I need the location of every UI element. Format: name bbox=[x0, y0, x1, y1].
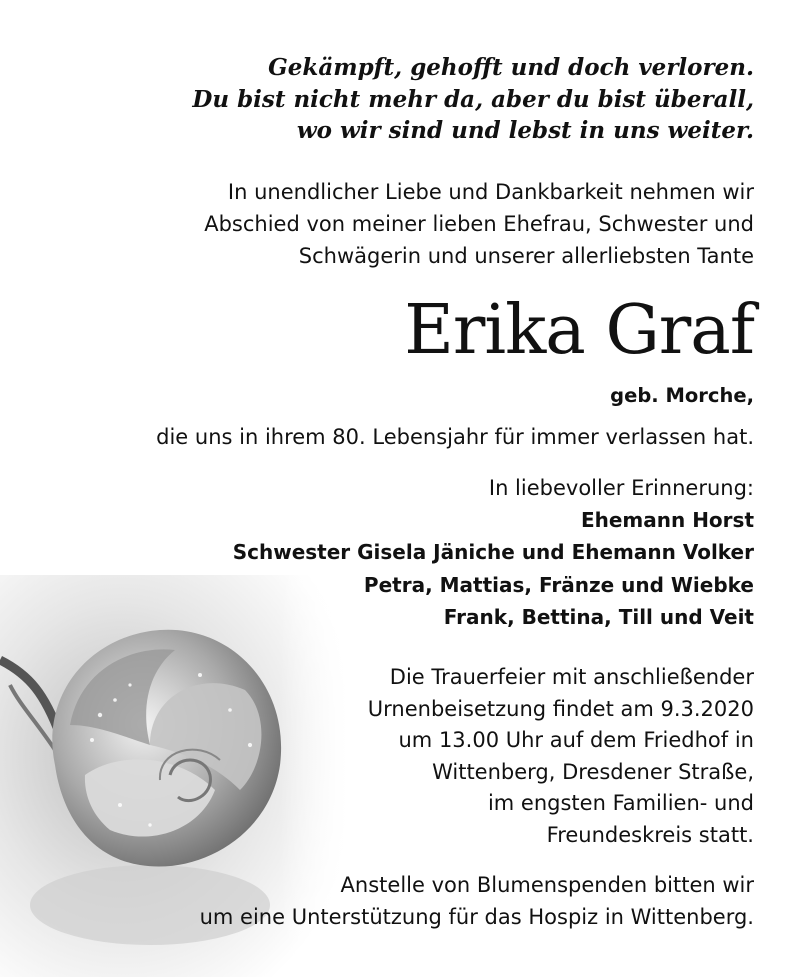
request-line: Anstelle von Blumenspenden bitten wir bbox=[340, 873, 754, 897]
ceremony-info bbox=[368, 662, 754, 851]
poem-line: Du bist nicht mehr da, aber du bist überall, bbox=[192, 85, 754, 113]
ceremony-line: im engsten Familien- und bbox=[487, 791, 754, 815]
maiden-name: geb. Morche, bbox=[610, 384, 754, 407]
mourner-line: Schwester Gisela Jäniche und Ehemann Volker bbox=[232, 540, 754, 565]
memory-heading: In liebevoller Erinnerung: bbox=[488, 476, 754, 500]
ceremony-line: um 13.00 Uhr auf dem Friedhof in bbox=[398, 728, 754, 752]
ceremony-line: Freundeskreis statt. bbox=[546, 822, 754, 847]
age-line: die uns in ihrem 80. Lebensjahr für immer verlassen hat. bbox=[156, 425, 754, 449]
memory-block bbox=[233, 472, 754, 633]
intro-line: In unendlicher Liebe und Dankbarkeit nehmen wir bbox=[227, 180, 754, 204]
ceremony-line: Wittenberg, Dresdener Straße, bbox=[432, 759, 754, 784]
mourner-line: Petra, Mattias, Fränze und Wiebke bbox=[363, 572, 754, 597]
mourner-line: Frank, Bettina, Till und Veit bbox=[443, 604, 754, 629]
request-line: um eine Unterstützung für das Hospiz in Wittenberg. bbox=[199, 904, 754, 929]
deceased-name: Erika Graf bbox=[404, 291, 754, 370]
poem-line: wo wir sind und lebst in uns weiter. bbox=[296, 117, 754, 144]
poem-line: Gekämpft, gehofft und doch verloren. bbox=[268, 54, 754, 81]
ceremony-line: Urnenbeisetzung findet am 9.3.2020 bbox=[367, 696, 754, 721]
intro-text bbox=[204, 176, 754, 272]
ceremony-line: Die Trauerfeier mit anschließender bbox=[389, 665, 754, 689]
mourner-line: Ehemann Horst bbox=[580, 508, 754, 533]
donation-request bbox=[200, 870, 754, 933]
intro-line: Abschied von meiner lieben Ehefrau, Schwester und bbox=[204, 212, 754, 236]
intro-line: Schwägerin und unserer allerliebsten Tante bbox=[298, 244, 754, 268]
poem bbox=[192, 52, 754, 147]
